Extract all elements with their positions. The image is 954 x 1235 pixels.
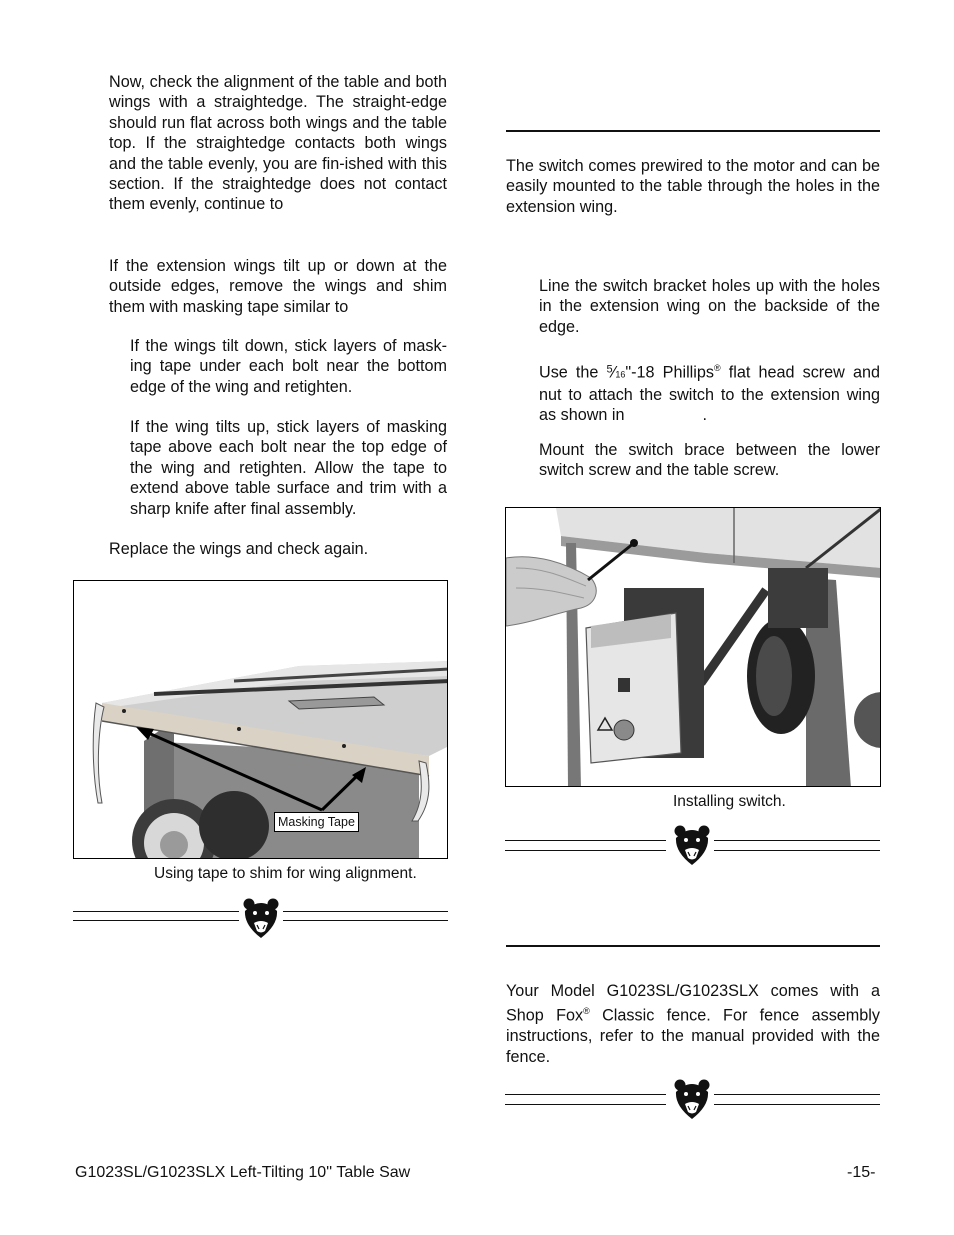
switch-install-illustration <box>506 508 881 787</box>
divider-line <box>73 920 239 921</box>
shim-paragraph: If the extension wings tilt up or down at the outside edges, remove the wings and shim them with masking tape similar to <box>109 257 447 316</box>
installing-switch-figure <box>505 507 881 787</box>
switch-step-1: Line the switch bracket holes up with the holes in the extension wing on the backside of the edge. <box>539 277 880 336</box>
bear-logo-icon <box>242 897 280 939</box>
bear-logo-icon <box>673 1078 711 1120</box>
section-rule <box>506 130 880 132</box>
masking-tape-figure <box>73 580 448 859</box>
divider-line <box>505 1104 666 1105</box>
alignment-paragraph: Now, check the alignment of the table and both wings with a straightedge. The straight-edge should run flat across both wings and the table top. If the straightedge contacts both wings and the table evenly, you are fin-ished with this section. If the straightedge does not contact them evenly, continue to <box>109 73 447 214</box>
figure-caption-right: Installing switch. <box>673 793 786 810</box>
divider-line <box>505 840 666 841</box>
page-number: -15- <box>847 1164 876 1181</box>
section-rule <box>506 945 880 947</box>
masking-tape-label: Masking Tape <box>274 812 359 832</box>
divider-line <box>714 850 880 851</box>
divider-line <box>505 1094 666 1095</box>
switch-step-2: Use the $^5$⁄16"-18 Phillips® flat head screw and nut to attach the switch to the extension wing as shown in . <box>539 363 881 425</box>
table-saw-wing-illustration <box>74 581 448 859</box>
figure-caption-left: Using tape to shim for wing alignment. <box>154 865 417 882</box>
divider-line <box>505 850 666 851</box>
tilt-up-paragraph: If the wing tilts up, stick layers of masking tape above each bolt near the top edge of the wing and retighten. Allow the tape to extend above table surface and trim with a sharp knife after final assembly. <box>130 418 447 518</box>
divider-line <box>714 840 880 841</box>
divider-line <box>714 1104 880 1105</box>
divider-line <box>73 911 239 912</box>
replace-wings-paragraph: Replace the wings and check again. <box>109 540 369 558</box>
bear-logo-icon <box>673 824 711 866</box>
tilt-down-paragraph: If the wings tilt down, stick layers of mask-ing tape under each bolt near the bottom edge of the wing and retighten. <box>130 337 447 396</box>
switch-step-3: Mount the switch brace between the lower switch screw and the table screw. <box>539 441 880 480</box>
switch-intro-paragraph: The switch comes prewired to the motor and can be easily mounted to the table through the holes in the extension wing. <box>506 157 880 216</box>
fence-paragraph: Your Model G1023SL/G1023SLX comes with a Shop Fox® Classic fence. For fence assembly instructions, refer to the manual provided with the fence. <box>506 982 880 1066</box>
footer-title: G1023SL/G1023SLX Left-Tilting 10'' Table Saw <box>75 1164 411 1181</box>
divider-line <box>283 911 448 912</box>
divider-line <box>283 920 448 921</box>
divider-line <box>714 1094 880 1095</box>
